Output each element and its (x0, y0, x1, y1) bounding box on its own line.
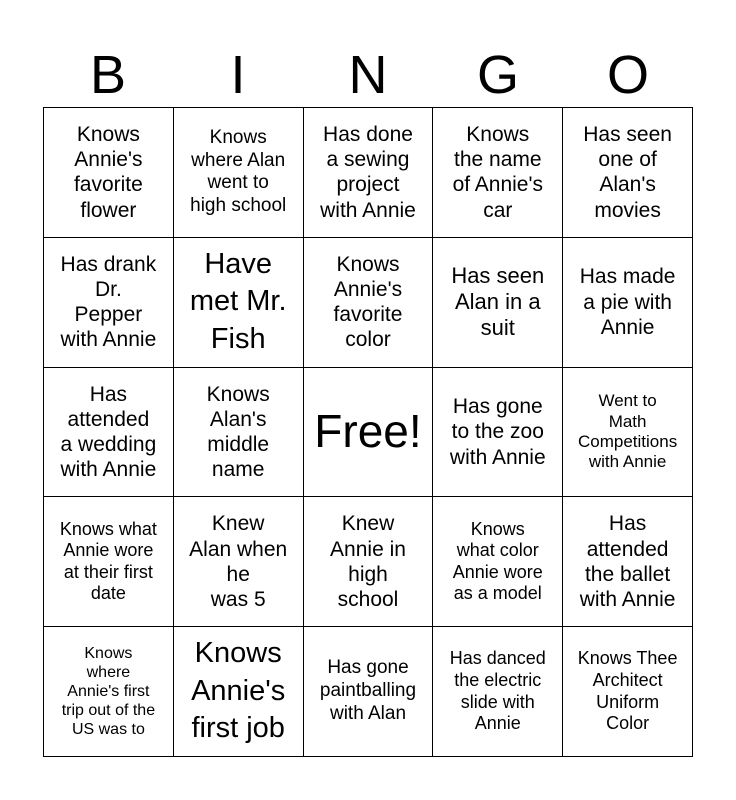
bingo-cell[interactable]: Has done a sewing project with Annie (304, 108, 434, 238)
bingo-card (43, 107, 693, 757)
header-letter-i: I (230, 45, 246, 105)
header-letter-o: O (606, 45, 649, 105)
bingo-cell[interactable]: Has attended the ballet with Annie (563, 497, 693, 627)
bingo-cell[interactable]: Has seen one of Alan's movies (563, 108, 693, 238)
bingo-cell[interactable]: Knew Annie in high school (304, 497, 434, 627)
bingo-cell[interactable]: Knows the name of Annie's car (433, 108, 563, 238)
bingo-cell[interactable]: Knows what color Annie wore as a model (433, 497, 563, 627)
bingo-cell[interactable]: Has drank Dr. Pepper with Annie (44, 238, 174, 368)
bingo-cell[interactable]: Knows Annie's favorite color (304, 238, 434, 368)
bingo-cell[interactable]: Knows Thee Architect Uniform Color (563, 627, 693, 757)
header-letter-b: B (89, 45, 127, 105)
bingo-cell[interactable]: Went to Math Competitions with Annie (563, 368, 693, 498)
bingo-cell[interactable]: Has seen Alan in a suit (433, 238, 563, 368)
header-letter-n: N (348, 45, 388, 105)
bingo-cell[interactable]: Knew Alan when he was 5 (174, 497, 304, 627)
bingo-cell[interactable]: Have met Mr. Fish (174, 238, 304, 368)
bingo-cell[interactable]: Has gone paintballing with Alan (304, 627, 434, 757)
free-space[interactable]: Free! (304, 368, 434, 498)
bingo-cell[interactable]: Knows what Annie wore at their first date (44, 497, 174, 627)
bingo-cell[interactable]: Has attended a wedding with Annie (44, 368, 174, 498)
header-letter-g: G (476, 45, 519, 105)
bingo-cell[interactable]: Has made a pie with Annie (563, 238, 693, 368)
bingo-cell[interactable]: Has danced the electric slide with Annie (433, 627, 563, 757)
bingo-cell[interactable]: Has gone to the zoo with Annie (433, 368, 563, 498)
bingo-cell[interactable]: Knows Alan's middle name (174, 368, 304, 498)
bingo-cell[interactable]: Knows Annie's first job (174, 627, 304, 757)
bingo-cell[interactable]: Knows where Alan went to high school (174, 108, 304, 238)
bingo-cell[interactable]: Knows Annie's favorite flower (44, 108, 174, 238)
bingo-header (43, 44, 693, 106)
bingo-cell[interactable]: Knows where Annie's first trip out of the US was to (44, 627, 174, 757)
